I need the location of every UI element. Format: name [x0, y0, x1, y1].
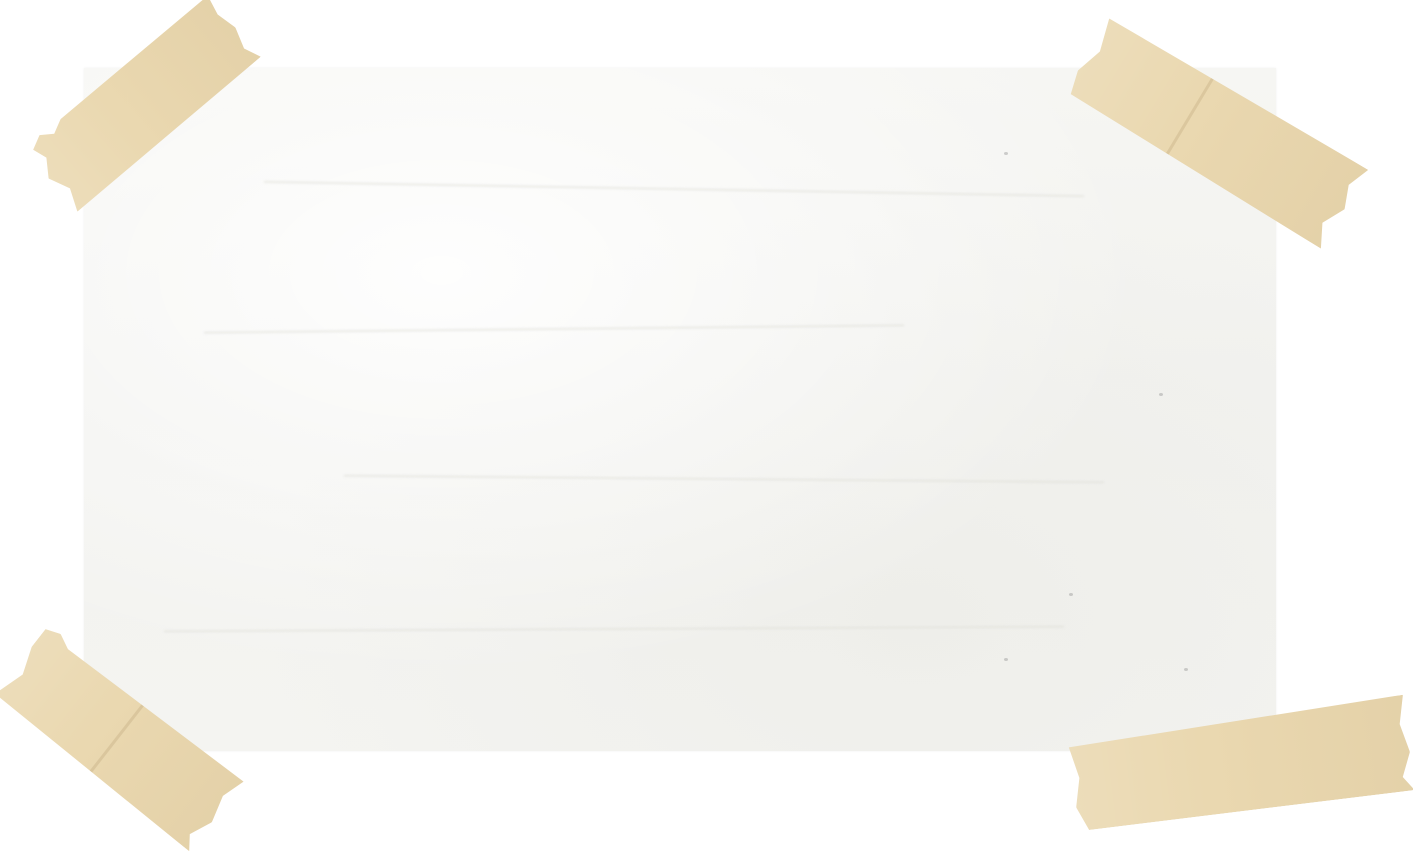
paper-crease: [164, 626, 1064, 633]
tape-wrinkle: [88, 700, 147, 774]
paper-speck: [1184, 668, 1188, 671]
blank-paper-sheet: [84, 68, 1276, 751]
tape-wrinkle: [1165, 76, 1215, 156]
paper-speck: [1004, 658, 1008, 661]
paper-speck: [1159, 393, 1163, 396]
paper-speck: [1004, 152, 1008, 155]
paper-speck: [1069, 593, 1073, 596]
paper-crease: [264, 181, 1084, 197]
paper-crease: [204, 324, 904, 333]
paper-crease: [344, 475, 1104, 484]
